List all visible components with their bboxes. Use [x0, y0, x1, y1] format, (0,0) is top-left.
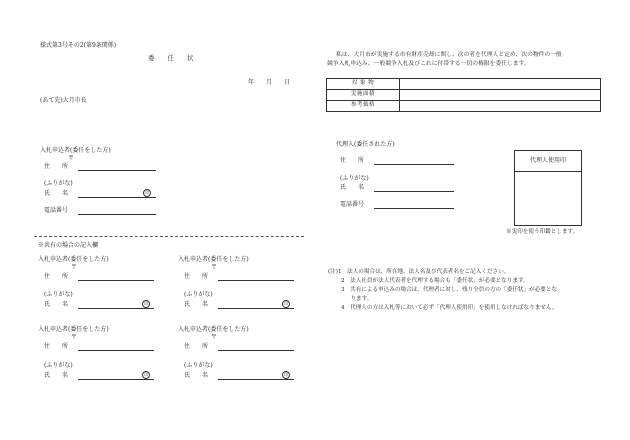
co-owner-name-label: 氏 名	[184, 372, 209, 379]
applicant-name-field[interactable]	[78, 197, 156, 198]
note-item: 4 代理人の方は入札等において必ず「代理人使用印」を使用しなければなりません。	[328, 305, 558, 311]
agent-name-label: 氏 名	[340, 184, 365, 191]
agent-phone-label: 電話番号	[340, 201, 365, 208]
co-owner-address-field[interactable]	[218, 350, 294, 351]
postal-mark: 〒	[71, 264, 78, 271]
co-owner-address-label: 住 所	[184, 273, 209, 280]
intro-line-1: 私は、大月市が実施する市有財産売却に関し、次の者を代理人と定め、次の物件の一般	[336, 52, 562, 58]
date-field[interactable]: 年 月 日	[248, 79, 291, 86]
document-title: 委 任 状	[148, 54, 194, 62]
notes-list	[328, 268, 557, 313]
note-item: ります。	[328, 296, 373, 302]
intro-line-2: 競争入札申込み、一般競争入札及びこれに付帯する一切の権限を委任します。	[327, 61, 530, 67]
addressee: (あて先)大月市長	[40, 97, 87, 104]
note-item: 3 共有による申込みの場合は、代理者に対し、残り全員の方の「委任状」が必要とな	[328, 287, 558, 293]
co-owner-furigana-label: (ふりがな)	[184, 362, 213, 369]
seal-note: ※実印を使う印鑑とします。	[506, 229, 579, 235]
co-owner-heading: ※共有の場合の記入欄	[38, 242, 99, 249]
co-owner-name-label: 氏 名	[44, 372, 69, 379]
form-number: 様式第3号その2(第9条関係)	[40, 42, 117, 49]
applicant-address-field[interactable]	[78, 170, 156, 171]
co-owner-address-field[interactable]	[78, 280, 154, 281]
postal-mark: 〒	[68, 155, 75, 162]
applicant-phone-label: 電話番号	[44, 207, 69, 214]
table-row	[327, 101, 601, 112]
co-owner-address-field[interactable]	[78, 350, 154, 351]
applicant-name-label: 氏 名	[44, 190, 69, 197]
co-owner-address-label: 住 所	[184, 343, 209, 350]
co-owner-name-label: 氏 名	[184, 301, 209, 308]
agent-seal-box[interactable]	[514, 150, 582, 226]
seal-mark: 印	[144, 372, 148, 377]
co-owner-address-label: 住 所	[44, 273, 69, 280]
note-item: 2 法人社員が法人代表者を代理する場合も「委任状」が必要となります。	[328, 278, 529, 284]
table-row	[327, 79, 601, 90]
co-owner-heading-label: 入札申込者(委任をした方)	[38, 256, 109, 263]
price-label: 参考価格	[327, 101, 400, 112]
price-value-cell[interactable]	[400, 101, 601, 112]
area-value-cell[interactable]	[400, 90, 601, 101]
applicant-address-label: 住 所	[44, 163, 69, 170]
co-owner-furigana-label: (ふりがな)	[44, 291, 73, 298]
property-table	[326, 78, 601, 112]
area-label: 実施面積	[327, 90, 400, 101]
applicant-furigana-label: (ふりがな)	[44, 180, 73, 187]
co-owner-heading-label: 入札申込者(委任をした方)	[178, 256, 249, 263]
agent-name-field[interactable]	[374, 191, 454, 192]
co-owner-name-field[interactable]	[218, 308, 294, 309]
agent-phone-field[interactable]	[374, 208, 454, 209]
seal-mark: 印	[284, 372, 288, 377]
seal-mark: 印	[284, 301, 288, 306]
postal-mark: 〒	[211, 334, 218, 341]
co-owner-name-field[interactable]	[78, 379, 154, 380]
co-owner-address-label: 住 所	[44, 343, 69, 350]
table-row	[327, 90, 601, 101]
co-owner-address-field[interactable]	[218, 280, 294, 281]
co-owner-name-field[interactable]	[218, 379, 294, 380]
seal-mark: 印	[145, 190, 149, 195]
agent-heading: 代理人(委任された方)	[336, 141, 395, 148]
co-owner-furigana-label: (ふりがな)	[184, 291, 213, 298]
seal-box-label: 代理人使用印	[515, 151, 581, 172]
note-item: (注)1 法人の場合は、所在地、法人名及び代表者名をご記入ください。	[328, 269, 510, 275]
postal-mark: 〒	[71, 334, 78, 341]
section-divider	[34, 236, 304, 237]
agent-address-field[interactable]	[374, 164, 454, 165]
co-owner-heading-label: 入札申込者(委任をした方)	[178, 326, 249, 333]
applicant-heading: 入札申込者(委任をした方)	[40, 147, 111, 154]
seal-mark: 印	[144, 301, 148, 306]
postal-mark: 〒	[211, 264, 218, 271]
agent-address-label: 住 所	[340, 157, 365, 164]
agent-furigana-label: (ふりがな)	[340, 175, 369, 182]
applicant-phone-field[interactable]	[78, 214, 156, 215]
property-label: 対 象 物	[327, 79, 400, 90]
co-owner-name-field[interactable]	[78, 308, 154, 309]
co-owner-name-label: 氏 名	[44, 301, 69, 308]
co-owner-heading-label: 入札申込者(委任をした方)	[38, 326, 109, 333]
property-value-cell[interactable]	[400, 79, 601, 90]
co-owner-furigana-label: (ふりがな)	[44, 362, 73, 369]
